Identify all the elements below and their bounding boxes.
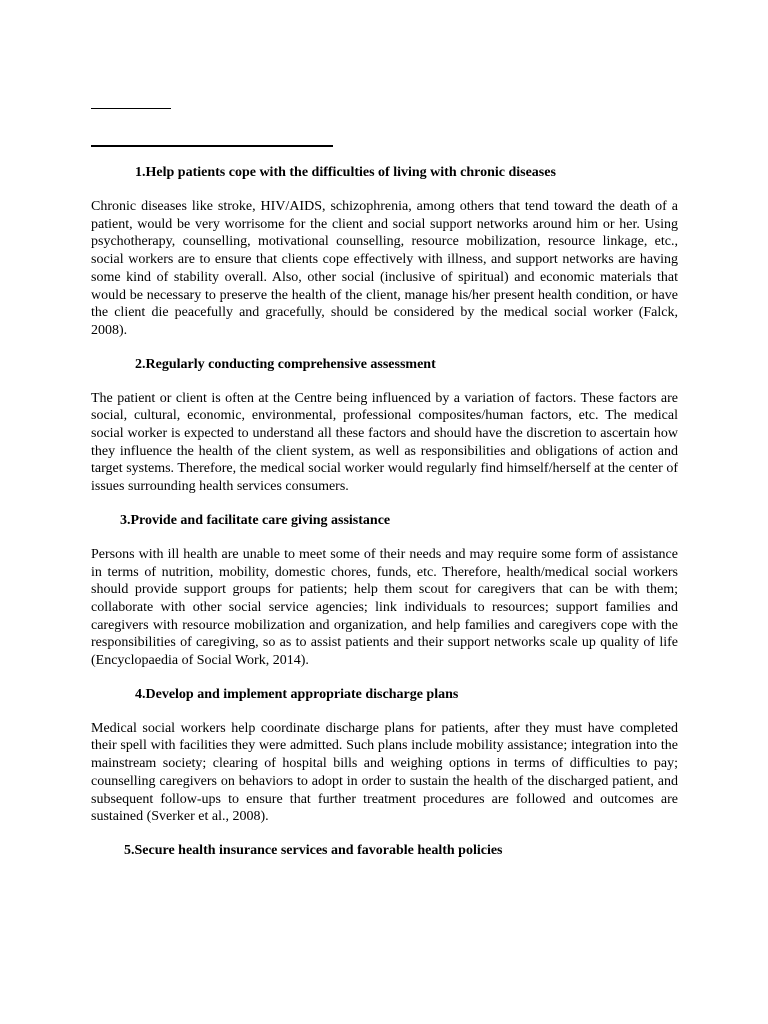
section-heading-4: 4.Develop and implement appropriate discharge plans [135,686,459,702]
section-paragraph-2: The patient or client is often at the Centre being influenced by a variation of factors. These factors are social, cultural, economic, environmental, professional composites/human factors, etc. The medical social worker is expected to understand all these factors and should have the discretion to ascertain how they influence the health of the client system, as well as responsibilities and obligations of action and target systems. Therefore, the medical social worker would regularly find himself/herself at the center of issues surrounding health services consumers. [91,390,678,495]
section-heading-2: 2.Regularly conducting comprehensive assessment [135,356,436,372]
section-paragraph-3: Persons with ill health are unable to meet some of their needs and may require some form of assistance in terms of nutrition, mobility, domestic chores, funds, etc. Therefore, health/medical social workers should provide support groups for patients; help them scout for caregivers that can be with them; collaborate with other social service agencies; link individuals to resources; support families and caregivers with resource mobilization and organization, and help families and caregivers cope with the responsibilities of caregiving, so as to assist patients and their support networks scale up quality of life (Encyclopaedia of Social Work, 2014). [91,546,678,669]
section-paragraph-4: Medical social workers help coordinate discharge plans for patients, after they must have completed their spell with facilities they were admitted. Such plans include mobility assistance; integration into the mainstream society; clearing of hospital bills and weighing options in terms of difficulties to pay; counselling caregivers on behaviors to adopt in order to sustain the health of the discharged patient, and subsequent follow-ups to ensure that further treatment procedures are followed and outcomes are sustained (Sverker et al., 2008). [91,720,678,825]
short-divider-line [91,108,171,109]
document-body [91,162,678,862]
section-heading-1: 1.Help patients cope with the difficulties of living with chronic diseases [135,165,556,180]
section-heading-3: 3.Provide and facilitate care giving assistance [120,512,391,528]
long-divider-line [91,145,333,147]
section-paragraph-1: Chronic diseases like stroke, HIV/AIDS, schizophrenia, among others that tend toward the death of a patient, would be very worrisome for the client and social support networks around him or her. Using psychotherapy, counselling, motivational counselling, resource mobilization, resource linkage, etc., social workers are to ensure that clients cope effectively with illness, and support networks are having some kind of stability overall. Also, other social (inclusive of spiritual) and economic materials that would be necessary to preserve the health of the client, manage his/her present health condition, or have the client die peacefully and gracefully, should be considered by the medical social worker (Falck, 2008). [91,199,678,338]
section-heading-5: 5.Secure health insurance services and favorable health policies [124,842,503,858]
